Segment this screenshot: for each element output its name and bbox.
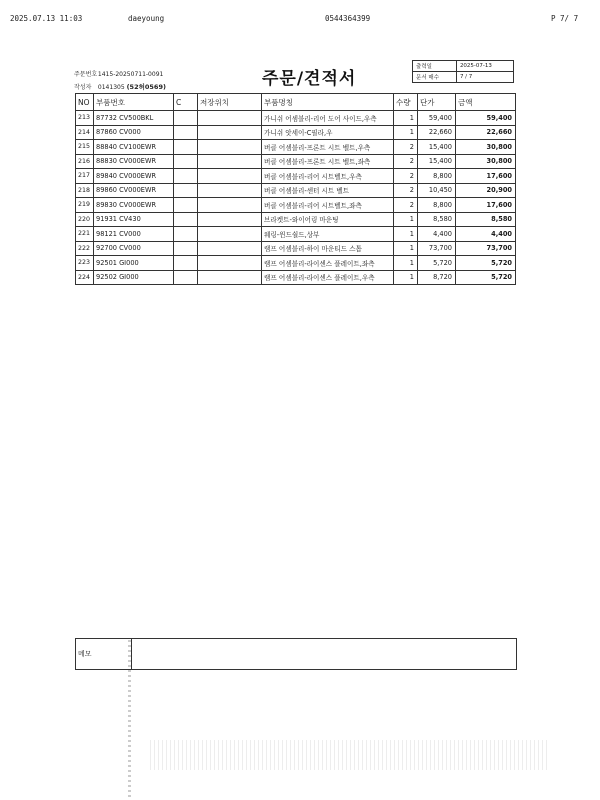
cell-price: 8,800 <box>418 198 456 213</box>
cell-location <box>198 154 262 169</box>
cell-qty: 2 <box>394 198 418 213</box>
cell-qty: 1 <box>394 125 418 140</box>
col-header-amount: 금액 <box>456 94 516 111</box>
col-header-part-no: 부품번호 <box>94 94 174 111</box>
col-header-location: 저장위치 <box>198 94 262 111</box>
cell-part-name: 램프 어셈블리-라이센스 플레이트,좌측 <box>262 256 394 271</box>
cell-price: 8,800 <box>418 169 456 184</box>
col-header-qty: 수량 <box>394 94 418 111</box>
cell-amount: 30,800 <box>456 140 516 155</box>
cell-amount: 22,660 <box>456 125 516 140</box>
cell-c <box>174 169 198 184</box>
cell-no: 214 <box>76 125 94 140</box>
fax-phone: 0544364399 <box>325 14 371 23</box>
cell-location <box>198 256 262 271</box>
cell-part-no: 89860 CV000EWR <box>94 183 174 198</box>
cell-qty: 2 <box>394 140 418 155</box>
author-label: 작성자 <box>74 84 92 91</box>
cell-part-name: 램프 어셈블리-하이 마운티드 스톱 <box>262 241 394 256</box>
table-row <box>76 270 516 285</box>
cell-amount: 17,600 <box>456 198 516 213</box>
cell-qty: 2 <box>394 154 418 169</box>
order-no: 1415-20250711-0091 <box>97 71 164 78</box>
cell-amount: 8,580 <box>456 212 516 227</box>
cell-amount: 5,720 <box>456 270 516 285</box>
cell-part-name: 웨링-윈드쉴드,상부 <box>262 227 394 242</box>
cell-qty: 1 <box>394 227 418 242</box>
cell-price: 59,400 <box>418 111 456 126</box>
cell-part-name: 버클 어셈블리-프론트 시트 벨트,좌측 <box>262 154 394 169</box>
cell-c <box>174 125 198 140</box>
cell-part-name: 버클 어셈블리-리어 시트벨트,좌측 <box>262 198 394 213</box>
cell-location <box>198 183 262 198</box>
doc-info <box>74 68 166 94</box>
cell-price: 15,400 <box>418 140 456 155</box>
cell-amount: 73,700 <box>456 241 516 256</box>
table-row <box>76 111 516 126</box>
fax-header <box>0 14 600 26</box>
cell-price: 22,660 <box>418 125 456 140</box>
cell-amount: 5,720 <box>456 256 516 271</box>
cell-part-name: 버클 어셈블리-센터 시트 벨트 <box>262 183 394 198</box>
memo-field <box>132 639 517 670</box>
table-header-row <box>76 94 516 111</box>
col-header-price: 단가 <box>418 94 456 111</box>
page-count: 7 / 7 <box>456 72 513 83</box>
cell-location <box>198 270 262 285</box>
cell-part-name: 버클 어셈블리-프론트 시트 벨트,우측 <box>262 140 394 155</box>
cell-amount: 17,600 <box>456 169 516 184</box>
cell-part-name: 가니쉬 어셈블리-리어 도어 사이드,우측 <box>262 111 394 126</box>
table-row <box>76 256 516 271</box>
table-row <box>76 241 516 256</box>
cell-no: 219 <box>76 198 94 213</box>
memo-label: 메모 <box>76 639 132 670</box>
cell-no: 213 <box>76 111 94 126</box>
table-row <box>76 154 516 169</box>
cell-price: 5,720 <box>418 256 456 271</box>
order-no-label: 주문번호 <box>74 71 98 78</box>
cell-no: 224 <box>76 270 94 285</box>
cell-part-name: 브라켓트-와이어링 마운팅 <box>262 212 394 227</box>
col-header-part-name: 부품명칭 <box>262 94 394 111</box>
cell-part-no: 98121 CV000 <box>94 227 174 242</box>
cell-qty: 1 <box>394 256 418 271</box>
cell-c <box>174 154 198 169</box>
cell-part-no: 89840 CV000EWR <box>94 169 174 184</box>
cell-location <box>198 169 262 184</box>
table-row <box>76 169 516 184</box>
cell-no: 221 <box>76 227 94 242</box>
author: 0141305 <box>97 84 125 91</box>
cell-part-name: 가니쉬 앗세이-C필라,우 <box>262 125 394 140</box>
cell-no: 217 <box>76 169 94 184</box>
cell-c <box>174 227 198 242</box>
cell-location <box>198 111 262 126</box>
cell-part-no: 92502 GI000 <box>94 270 174 285</box>
cell-part-name: 램프 어셈블리-라이센스 플레이트,우측 <box>262 270 394 285</box>
fax-sender: daeyoung <box>128 14 165 23</box>
cell-c <box>174 241 198 256</box>
page-count-label: 문서 매수 <box>413 72 457 83</box>
cell-amount: 20,900 <box>456 183 516 198</box>
cell-c <box>174 256 198 271</box>
scan-artifact <box>128 640 131 800</box>
cell-c <box>174 198 198 213</box>
cell-part-no: 92501 GI000 <box>94 256 174 271</box>
memo-box <box>75 638 517 670</box>
cell-price: 73,700 <box>418 241 456 256</box>
cell-qty: 1 <box>394 241 418 256</box>
cell-part-no: 91931 CV430 <box>94 212 174 227</box>
cell-location <box>198 241 262 256</box>
cell-c <box>174 111 198 126</box>
cell-no: 218 <box>76 183 94 198</box>
fax-page: P 7/ 7 <box>551 14 579 23</box>
cell-amount: 59,400 <box>456 111 516 126</box>
cell-price: 10,450 <box>418 183 456 198</box>
table-row <box>76 183 516 198</box>
items-body <box>76 111 516 285</box>
cell-no: 222 <box>76 241 94 256</box>
cell-part-no: 88840 CV100EWR <box>94 140 174 155</box>
vehicle-no: (52허0569) <box>126 83 166 91</box>
cell-c <box>174 140 198 155</box>
document-title: 주문/견적서 <box>262 69 357 89</box>
meta-box <box>412 60 514 83</box>
items-table <box>75 93 516 285</box>
cell-location <box>198 125 262 140</box>
cell-no: 223 <box>76 256 94 271</box>
cell-amount: 4,400 <box>456 227 516 242</box>
cell-price: 15,400 <box>418 154 456 169</box>
cell-amount: 30,800 <box>456 154 516 169</box>
table-row <box>76 198 516 213</box>
table-row <box>76 125 516 140</box>
cell-part-no: 88830 CV000EWR <box>94 154 174 169</box>
fax-datetime: 2025.07.13 11:03 <box>10 14 83 23</box>
order-no-row <box>74 68 166 81</box>
cell-price: 8,720 <box>418 270 456 285</box>
cell-price: 8,580 <box>418 212 456 227</box>
cell-no: 220 <box>76 212 94 227</box>
col-header-c: C <box>174 94 198 111</box>
cell-no: 215 <box>76 140 94 155</box>
table-row <box>76 227 516 242</box>
cell-qty: 1 <box>394 212 418 227</box>
cell-qty: 2 <box>394 183 418 198</box>
cell-location <box>198 212 262 227</box>
cell-c <box>174 212 198 227</box>
cell-no: 216 <box>76 154 94 169</box>
cell-part-no: 89830 CV000EWR <box>94 198 174 213</box>
scan-artifact <box>150 740 550 770</box>
cell-part-name: 버클 어셈블리-리어 시트벨트,우측 <box>262 169 394 184</box>
cell-qty: 1 <box>394 111 418 126</box>
col-header-no: NO <box>76 94 94 111</box>
cell-location <box>198 140 262 155</box>
cell-qty: 2 <box>394 169 418 184</box>
cell-location <box>198 227 262 242</box>
cell-price: 4,400 <box>418 227 456 242</box>
output-date-label: 출력일 <box>413 61 457 72</box>
table-row <box>76 212 516 227</box>
table-row <box>76 140 516 155</box>
cell-c <box>174 270 198 285</box>
output-date: 2025-07-13 <box>456 61 513 72</box>
cell-part-no: 92700 CV000 <box>94 241 174 256</box>
cell-location <box>198 198 262 213</box>
cell-c <box>174 183 198 198</box>
cell-part-no: 87732 CV500BKL <box>94 111 174 126</box>
cell-part-no: 87860 CV000 <box>94 125 174 140</box>
cell-qty: 1 <box>394 270 418 285</box>
